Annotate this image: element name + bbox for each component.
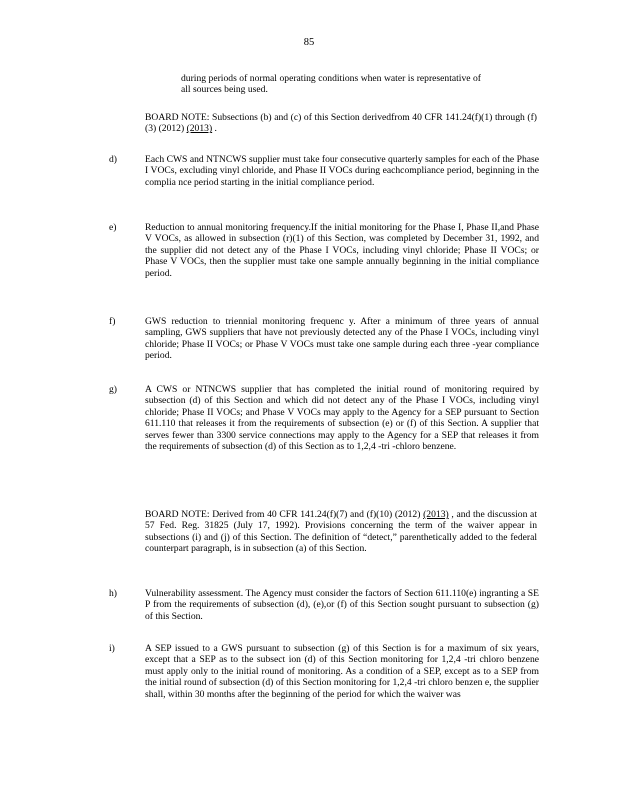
board-note-1-amendment: (2013) (186, 123, 213, 135)
item-label-g: g) (109, 384, 117, 395)
board-note-2 (145, 509, 537, 555)
item-text-f: GWS reduction to triennial monitoring frequenc y. After a minimum of three years of annual sampling, GWS suppliers that have not previously detected any of the Phase I VOCs, including vinyl chloride; Phase II VOCs; or Phase V VOCs must take one sample during each three -year compliance period. (145, 316, 539, 362)
item-text-e: Reduction to annual monitoring frequency.If the initial monitoring for the Phase I, Phase II,and Phase V VOCs, as allowed in subsection (r)(1) of this Section, was completed by December 31, 1992, and the supplier did not detect any of the Phase I VOCs, including vinyl chloride; Phase II VOCs; or Phase V VOCs, then the supplier must take one sample annually beginning in the initial compliance period. (145, 222, 539, 279)
page-number: 85 (303, 37, 315, 48)
continuation-text: during periods of normal operating conditions when water is representative of all sources being used. (181, 73, 481, 96)
item-text-i: A SEP issued to a GWS pursuant to subsection (g) of this Section is for a maximum of six years, except that a SEP as to the subsect ion (d) of this Section monitoring for 1,2,4 -tri chloro benzene must apply only to the initial round of monitoring. As a condition of a SEP, except as to a SEP from the initial round of subsection (d) of this Section monitoring for 1,2,4 -tri chloro benzen e, the supplier shall, within 30 months after the beginning of the period for which the waiver was (145, 643, 539, 700)
item-label-f: f) (109, 316, 116, 327)
item-text-h: Vulnerability assessment. The Agency must consider the factors of Section 611.110(e) ingranting a SE P from the requirements of subsection (d), (e),or (f) of this Section sought pursuant to subsection (g) of this Section. (145, 588, 539, 622)
item-label-d: d) (109, 154, 117, 165)
item-label-h: h) (109, 588, 117, 599)
item-label-i: i) (109, 643, 115, 654)
board-note-2-amendment: (2013) (423, 509, 449, 520)
board-note-1-end: . (212, 123, 217, 135)
board-note-1-text: BOARD NOTE: Subsections (b) and (c) of this Section derivedfrom 40 CFR 141.24(f)(1) through (f)(3) (2012) (145, 112, 537, 135)
board-note-2-end: , and the discussion at 57 Fed. Reg. 31825 (July 17, 1992). Provisions concerning the term of the waiver appear in subsections (i) and (j) of this Section. The definition of “detect,” parenthetically added to the federal counterpart paragraph, is in subsection (a) of this Section. (145, 509, 537, 555)
item-text-d: Each CWS and NTNCWS supplier must take four consecutive quarterly samples for each of the Phase I VOCs, excluding vinyl chloride, and Phase II VOCs during eachcompliance period, beginning in the complia nce period starting in the initial compliance period. (145, 154, 539, 188)
item-label-e: e) (109, 222, 117, 233)
item-text-g: A CWS or NTNCWS supplier that has completed the initial round of monitoring required by subsection (d) of this Section and which did not detect any of the Phase I VOCs, including vinyl chloride; Phase II VOCs; and Phase V VOCs may apply to the Agency for a SEP pursuant to Section 611.110 that releases it from the requirements of subsection (e) or (f) of this Section. A supplier that serves fewer than 3300 service connections may apply to the Agency for a SEP that releases it from the requirements of subsection (d) of this Section as to 1,2,4 -tri -chloro benzene. (145, 384, 539, 453)
board-note-1 (145, 112, 537, 135)
board-note-2-text: BOARD NOTE: Derived from 40 CFR 141.24(f)(7) and (f)(10) (2012) (145, 509, 424, 520)
